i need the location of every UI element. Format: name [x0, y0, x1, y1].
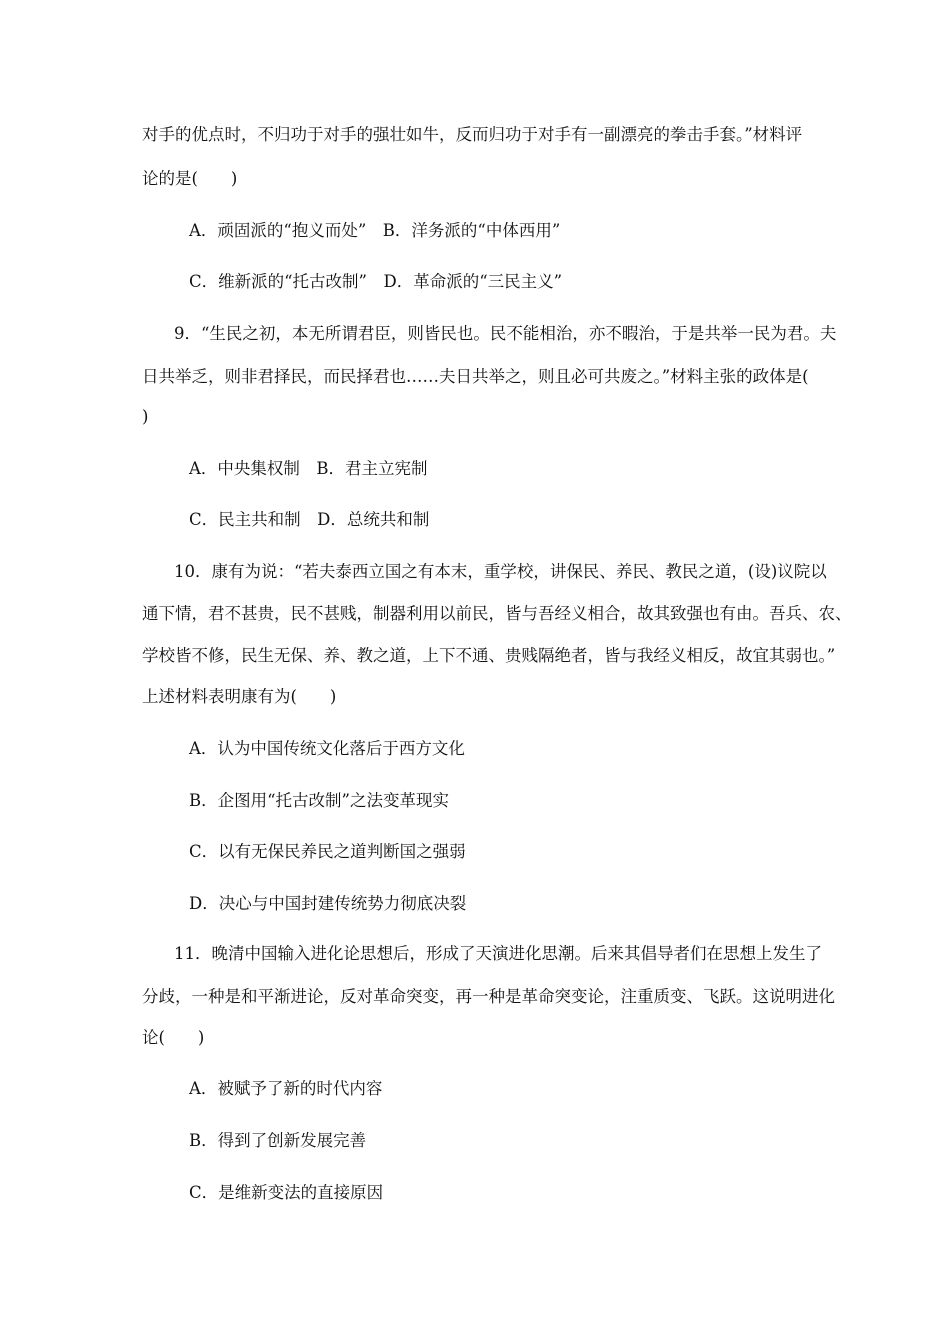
q8-stem-line-2: 论的是( )	[142, 169, 238, 188]
q11-stem-line-1: 11．晚清中国输入进化论思想后，形成了天演进化思潮。后来其倡导者们在思想上发生了	[174, 944, 822, 963]
q9-options-row-2: C．民主共和制 D．总统共和制	[189, 510, 430, 529]
q11-option-c: C．是维新变法的直接原因	[189, 1183, 384, 1202]
q11-option-b: B．得到了创新发展完善	[189, 1131, 367, 1150]
q8-options-row-2: C．维新派的“托古改制” D．革命派的“三民主义”	[189, 272, 563, 291]
q10-option-b: B．企图用“托古改制”之法变革现实	[189, 791, 449, 810]
q8-stem-line-1: 对手的优点时，不归功于对手的强壮如牛，反而归功于对手有一副漂亮的拳击手套。”材料评	[142, 125, 803, 144]
q8-options-row-1: A．顽固派的“抱义而处” B．洋务派的“中体西用”	[189, 221, 561, 240]
q9-stem-line-2: 日共举乏，则非君择民，而民择君也……夫日共举之，则且必可共废之。”材料主张的政体是(	[142, 367, 809, 386]
q9-options-row-1: A．中央集权制 B．君主立宪制	[189, 459, 428, 478]
q9-stem-line-1: 9．“生民之初，本无所谓君臣，则皆民也。民不能相治，亦不暇治，于是共举一民为君。夫	[174, 324, 837, 343]
q10-stem-line-3: 学校皆不修，民生无保、养、教之道，上下不通、贵贱隔绝者，皆与我经义相反，故宜其弱也。”	[142, 646, 836, 665]
q10-stem-line-2: 通下情，君不甚贵，民不甚贱，制器利用以前民，皆与吾经义相合，故其致强也有由。吾兵、农、	[142, 604, 852, 623]
q11-stem-line-2: 分歧，一种是和平渐进论，反对革命突变，再一种是革命突变论，注重质变、飞跃。这说明进化	[142, 987, 835, 1006]
q11-stem-line-3: 论( )	[142, 1028, 205, 1047]
q9-stem-line-3: )	[142, 407, 149, 426]
q10-stem-line-4: 上述材料表明康有为( )	[142, 687, 337, 706]
q10-option-a: A．认为中国传统文化落后于西方文化	[189, 739, 465, 758]
q10-option-d: D．决心与中国封建传统势力彻底决裂	[189, 894, 467, 913]
q11-option-a: A．被赋予了新的时代内容	[189, 1079, 383, 1098]
q10-stem-line-1: 10．康有为说：“若夫泰西立国之有本末，重学校，讲保民、养民、教民之道，(设)议院以	[174, 562, 827, 581]
q10-option-c: C．以有无保民养民之道判断国之强弱	[189, 842, 466, 861]
